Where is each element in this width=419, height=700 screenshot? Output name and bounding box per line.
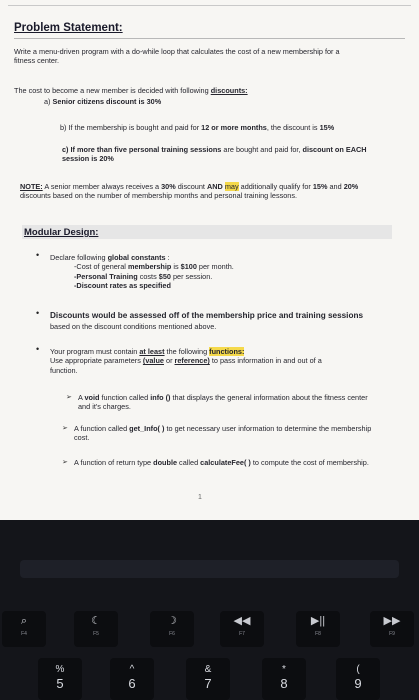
- page-number: 1: [198, 494, 202, 501]
- bullet-icon: •: [36, 344, 40, 354]
- intro-paragraph: Write a menu-driven program with a do-while loop that calculates the cost of a new membership for a fitness center.: [14, 47, 340, 66]
- discount-item-c: c) If more than five personal training sessions are bought and paid for, discount on EACH session is 20%: [62, 145, 367, 164]
- f6-focus-key[interactable]: ☽ F6: [150, 611, 194, 647]
- f4-search-key[interactable]: ⌕ F4: [2, 611, 46, 647]
- arrow-bullet-icon: ➢: [62, 425, 68, 432]
- modular-design-heading: Modular Design:: [22, 225, 392, 239]
- arrow-bullet-icon: ➢: [66, 394, 72, 401]
- key-6[interactable]: ^ 6: [110, 658, 154, 700]
- discount-item-a: a) Senior citizens discount is 30%: [44, 97, 162, 106]
- f8-play-pause-key[interactable]: ▶|| F8: [296, 611, 340, 647]
- discount-item-b: b) If the membership is bought and paid for 12 or more months, the discount is 15%: [60, 123, 335, 132]
- functions-intro: Your program must contain at least the following functions: Use appropriate parameters (value or reference) to pass information in and out of a function.: [50, 347, 322, 375]
- function-calculate-fee: A function of return type double called calculateFee( ) to compute the cost of membership.: [74, 458, 369, 467]
- function-info: A void function called info () that displays the general information about the fitness center and it's charges.: [78, 393, 368, 412]
- key-7[interactable]: & 7: [186, 658, 230, 700]
- bezel-strip: [20, 560, 399, 578]
- key-5[interactable]: % 5: [38, 658, 82, 700]
- f7-rewind-key[interactable]: ◀◀ F7: [220, 611, 264, 647]
- f5-dictation-key[interactable]: ☾ F5: [74, 611, 118, 647]
- arrow-bullet-icon: ➢: [62, 459, 68, 466]
- bullet-icon: •: [36, 250, 40, 260]
- key-8[interactable]: * 8: [262, 658, 306, 700]
- note-paragraph: NOTE: A senior member always receives a 30% discount AND may additionally qualify for 15% and 20% discounts based on the number of membership months and personal training lessons.: [20, 182, 359, 201]
- bullet-icon: •: [36, 308, 40, 318]
- key-9[interactable]: ( 9: [336, 658, 380, 700]
- title-rule: [14, 38, 405, 39]
- f9-forward-key[interactable]: ▶▶ F9: [370, 611, 414, 647]
- page-title: Problem Statement:: [14, 22, 123, 34]
- cost-lead: The cost to become a new member is decided with following discounts:: [14, 86, 248, 95]
- header-rule: [8, 5, 411, 6]
- function-get-info: A function called get_Info( ) to get necessary user information to determine the membership cost.: [74, 424, 372, 443]
- discounts-note: Discounts would be assessed off of the membership price and training sessions based on the discount conditions mentioned above.: [50, 311, 364, 331]
- global-constants-block: Declare following global constants : -Cost of general membership is $100 per month. -Personal Training costs $50 per session. -Discount rates as specified: [50, 253, 234, 291]
